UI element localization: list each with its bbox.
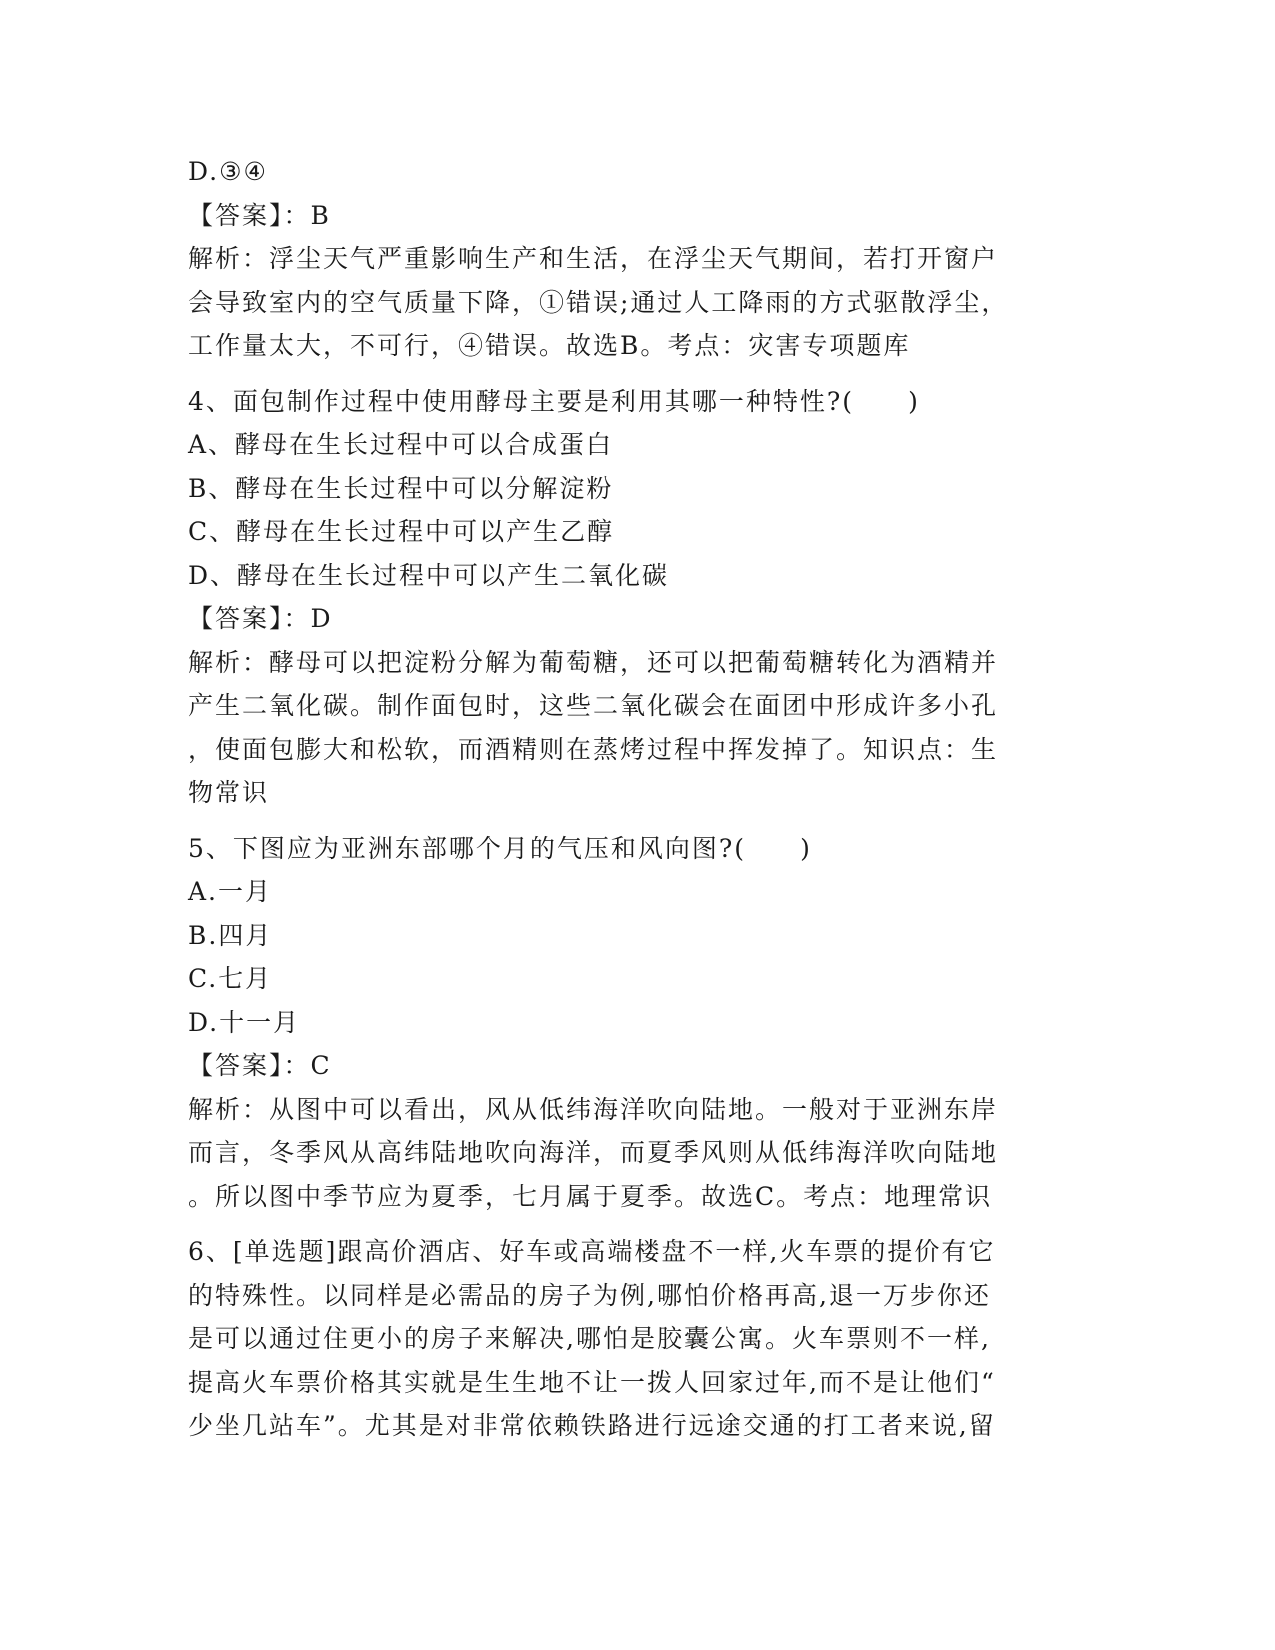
analysis-line: ，使面包膨大和松软，而酒精则在蒸烤过程中挥发掉了。知识点：生: [188, 734, 999, 764]
answer-label: 【答案】：B: [188, 200, 331, 230]
answer-label: 【答案】：C: [188, 1051, 332, 1080]
analysis-line: 解析：从图中可以看出，风从低纬海洋吹向陆地。一般对于亚洲东岸: [188, 1094, 999, 1124]
analysis-line: 物常识: [188, 778, 270, 807]
option-c: C、酵母在生长过程中可以产生乙醇: [188, 517, 615, 546]
option-a: A、酵母在生长过程中可以合成蛋白: [188, 430, 614, 459]
previous-question-tail: [188, 150, 1068, 368]
option-c: C.七月: [188, 964, 273, 993]
analysis-line: 。所以图中季节应为夏季，七月属于夏季。故选C。考点：地理常识: [188, 1181, 993, 1211]
analysis-line: 解析：酵母可以把淀粉分解为葡萄糖，还可以把葡萄糖转化为酒精并: [188, 647, 999, 677]
option-d: D、酵母在生长过程中可以产生二氧化碳: [188, 560, 670, 590]
question-text: 5、下图应为亚洲东部哪个月的气压和风向图?( ): [188, 833, 812, 863]
analysis-line: 工作量太大，不可行，④错误。故选B。考点：灾害专项题库: [188, 331, 911, 360]
option-b: B、酵母在生长过程中可以分解淀粉: [188, 473, 614, 503]
question-5: [188, 827, 1068, 1219]
option-b: B.四月: [188, 920, 273, 950]
option-d: D.十一月: [188, 1007, 301, 1037]
question-text-line: 提高火车票价格其实就是生生地不让一拨人回家过年,而不是让他们“: [188, 1367, 996, 1397]
answer-label: 【答案】：D: [188, 604, 333, 633]
option-a: A.一月: [188, 877, 273, 906]
analysis-line: 解析：浮尘天气严重影响生产和生活，在浮尘天气期间，若打开窗户: [188, 244, 999, 273]
question-text-line: 是可以通过住更小的房子来解决,哪怕是胶囊公寓。火车票则不一样,: [188, 1324, 991, 1353]
question-4: [188, 380, 1068, 815]
question-text-line: 少坐几站车”。尤其是对非常依赖铁路进行远途交通的打工者来说,留: [188, 1411, 996, 1440]
analysis-line: 而言，冬季风从高纬陆地吹向海洋，而夏季风则从低纬海洋吹向陆地: [188, 1138, 999, 1167]
question-text: 4、面包制作过程中使用酵母主要是利用其哪一种特性?( ): [188, 386, 920, 416]
document-page: [188, 150, 1068, 1448]
analysis-line: 会导致室内的空气质量下降，①错误;通过人工降雨的方式驱散浮尘，: [188, 287, 1009, 317]
question-text-line: 的特殊性。以同样是必需品的房子为例,哪怕价格再高,退一万步你还: [188, 1280, 991, 1310]
question-text-line: 6、[单选题]跟高价酒店、好车或高端楼盘不一样,火车票的提价有它: [188, 1237, 996, 1266]
question-6: [188, 1230, 1068, 1448]
analysis-line: 产生二氧化碳。制作面包时，这些二氧化碳会在面团中形成许多小孔: [188, 691, 999, 720]
option-d: D.③④: [188, 157, 268, 186]
